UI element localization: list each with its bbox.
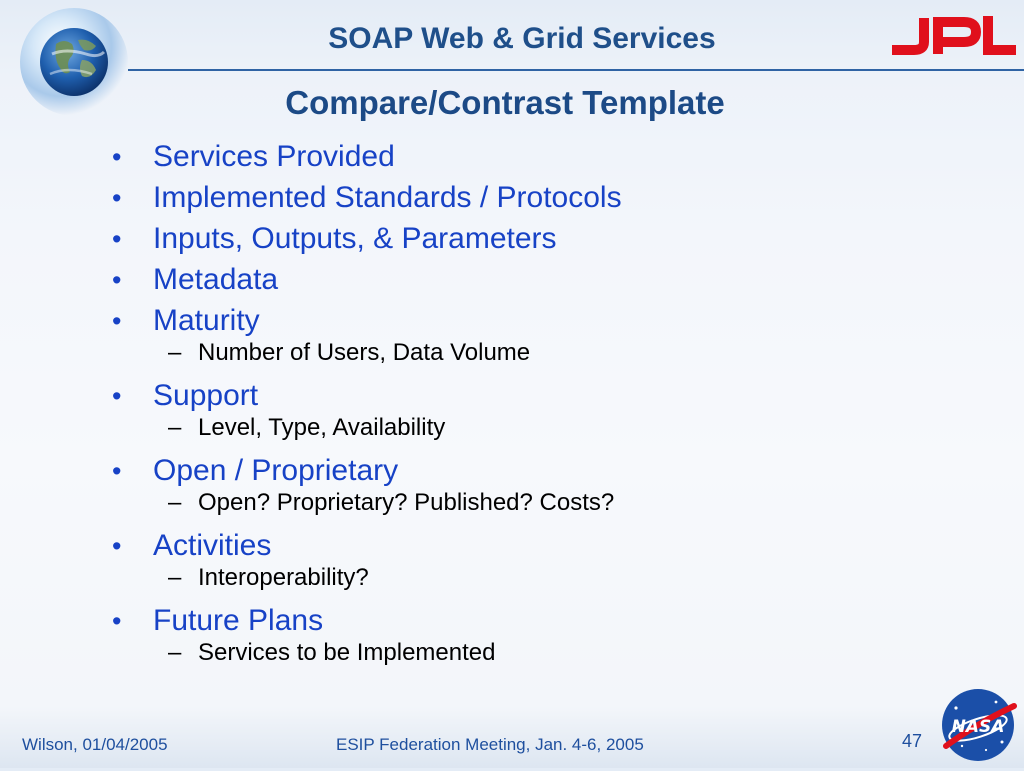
sub-bullet-item — [112, 637, 622, 678]
sub-bullet-text: Interoperability? — [198, 564, 369, 591]
bullet-text: Maturity — [153, 304, 260, 337]
sub-bullet-marker: – — [168, 339, 182, 366]
sub-bullet-item — [112, 562, 622, 603]
sub-bullet-text: Open? Proprietary? Published? Costs? — [198, 489, 615, 516]
footer-author-date: Wilson, 01/04/2005 — [22, 735, 168, 754]
bullet-item — [112, 262, 622, 303]
bullet-text: Future Plans — [153, 604, 324, 637]
nasa-logo-text: NASA — [951, 717, 1005, 737]
bullet-list — [112, 139, 622, 678]
bullet-marker: • — [112, 142, 122, 172]
bullet-item — [112, 528, 622, 562]
sub-bullet-marker: – — [168, 489, 182, 516]
header-title: SOAP Web & Grid Services — [328, 22, 716, 55]
bullet-item — [112, 139, 622, 180]
bullet-text: Implemented Standards / Protocols — [153, 181, 622, 214]
bullet-text: Support — [153, 379, 259, 412]
bullet-item — [112, 378, 622, 412]
bullet-marker: • — [112, 306, 122, 336]
nasa-logo — [936, 684, 1020, 771]
bullet-marker: • — [112, 606, 122, 636]
sub-bullet-marker: – — [168, 639, 182, 666]
bullet-text: Services Provided — [153, 140, 395, 173]
bullet-text: Inputs, Outputs, & Parameters — [153, 222, 557, 255]
bullet-marker: • — [112, 531, 122, 561]
bullet-item — [112, 303, 622, 337]
slide-title: Compare/Contrast Template — [285, 84, 725, 121]
sub-bullet-marker: – — [168, 414, 182, 441]
bullet-item — [112, 453, 622, 487]
bullet-text: Activities — [153, 529, 272, 562]
sub-bullet-marker: – — [168, 564, 182, 591]
sub-bullet-item — [112, 412, 622, 453]
sub-bullet-text: Services to be Implemented — [198, 639, 496, 666]
bullet-text: Metadata — [153, 263, 279, 296]
bullet-marker: • — [112, 381, 122, 411]
sub-bullet-item — [112, 337, 622, 378]
bullet-item — [112, 180, 622, 221]
sub-bullet-item — [112, 487, 622, 528]
sub-bullet-text: Level, Type, Availability — [198, 414, 446, 441]
bullet-marker: • — [112, 183, 122, 213]
jpl-logo — [890, 14, 1018, 61]
header-divider — [128, 69, 1024, 71]
bullet-item — [112, 221, 622, 262]
bullet-marker: • — [112, 456, 122, 486]
page-number: 47 — [902, 731, 923, 751]
bullet-text: Open / Proprietary — [153, 454, 399, 487]
bullet-marker: • — [112, 265, 122, 295]
sub-bullet-text: Number of Users, Data Volume — [198, 339, 531, 366]
bullet-item — [112, 603, 622, 637]
footer-meeting: ESIP Federation Meeting, Jan. 4-6, 2005 — [336, 735, 644, 754]
bullet-marker: • — [112, 224, 122, 254]
